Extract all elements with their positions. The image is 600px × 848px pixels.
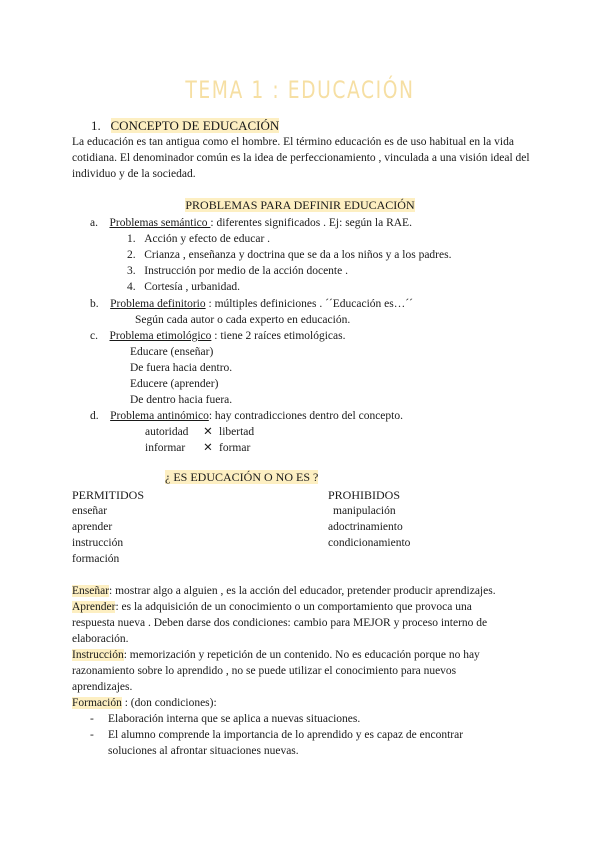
- definition-instruccion: [72, 647, 480, 663]
- permitidos-title: PERMITIDOS: [72, 488, 145, 502]
- antinomy-left: autoridad: [145, 426, 189, 438]
- problems-heading: [0, 198, 600, 213]
- prohibidos-title: PROHIBIDOS: [328, 488, 401, 502]
- term-ensenar: Enseñar: [72, 585, 110, 597]
- definition-text: : memorización y repetición de un contenido. No es educación porque no hay: [123, 649, 480, 661]
- list-item: [127, 247, 451, 263]
- problem-a: [90, 215, 412, 231]
- es-educacion-heading-text: ¿ ES EDUCACIÓN O NO ES ?: [165, 470, 319, 484]
- antinomy-pair: [145, 424, 254, 440]
- list-marker: b.: [90, 298, 99, 310]
- list-item: [127, 263, 348, 279]
- antinomy-pair: [145, 440, 250, 456]
- permitidos-item: aprender: [72, 521, 113, 533]
- problem-c-label: Problema etimológico: [109, 330, 212, 342]
- item-number: 3.: [127, 265, 136, 277]
- cross-icon: ✕: [203, 426, 213, 438]
- problem-a-text: : diferentes significados . Ej: según la RAE.: [210, 217, 412, 229]
- definition-line: aprendizajes.: [72, 681, 133, 693]
- list-item: [127, 279, 240, 295]
- item-text: Cortesía , urbanidad.: [144, 281, 241, 293]
- prohibidos-item: condicionamiento: [328, 537, 411, 549]
- item-number: 1.: [127, 233, 136, 245]
- antinomy-right: libertad: [219, 426, 255, 438]
- definition-line: respuesta nueva . Deben darse dos condiciones: cambio para MEJOR y proceso interno de: [72, 617, 488, 629]
- list-marker: c.: [90, 330, 98, 342]
- problem-b-label: Problema definitorio: [110, 298, 206, 310]
- section-1-paragraph: La educación es tan antigua como el hombre. El término educación es de uso habitual en la vida cotidiana. El denominador común es la idea de perfeccionamiento , vinculada a una visión ideal del individuo y de la sociedad.: [72, 136, 530, 180]
- etymology-line: De dentro hacia fuera.: [130, 394, 233, 406]
- definition-text: : mostrar algo a alguien , es la acción del educador, pretender producir aprendizajes.: [109, 585, 496, 597]
- section-1-heading: [91, 118, 279, 134]
- etymology-line: De fuera hacia dentro.: [130, 362, 233, 374]
- permitidos-item: instrucción: [72, 537, 124, 549]
- bullet-dash: -: [90, 713, 94, 725]
- definition-ensenar: [72, 583, 496, 599]
- term-instruccion: Instrucción: [72, 649, 124, 661]
- bullet-text: soluciones al afrontar situaciones nuevas.: [108, 745, 299, 757]
- etymology-line: Educare (enseñar): [130, 346, 214, 358]
- problem-b-text: : múltiples definiciones . ´´Educación es…´´: [205, 298, 413, 310]
- prohibidos-item: adoctrinamiento: [328, 521, 403, 533]
- problem-b: [90, 296, 413, 312]
- etymology-line: Educere (aprender): [130, 378, 219, 390]
- bullet-dash: -: [90, 729, 94, 741]
- term-formacion: Formación: [72, 697, 122, 709]
- definition-text: : es la adquisición de un conocimiento o un comportamiento que provoca una: [115, 601, 472, 613]
- section-number: 1.: [91, 118, 101, 133]
- item-text: Crianza , enseñanza y doctrina que se da a los niños y a los padres.: [144, 249, 452, 261]
- es-educacion-heading: [165, 469, 318, 485]
- definition-aprender: [72, 599, 472, 615]
- permitidos-item: enseñar: [72, 505, 108, 517]
- definition-line: elaboración.: [72, 633, 129, 645]
- bullet-text: Elaboración interna que se aplica a nuevas situaciones.: [108, 713, 361, 725]
- problem-d-label: Problema antinómico: [110, 410, 209, 422]
- antinomy-left: informar: [145, 442, 186, 454]
- permitidos-item: formación: [72, 553, 120, 565]
- bullet-text: El alumno comprende la importancia de lo aprendido y es capaz de encontrar: [108, 729, 464, 741]
- document-title: TEMA 1 : EDUCACIÓN: [185, 76, 415, 104]
- problems-heading-text: PROBLEMAS PARA DEFINIR EDUCACIÓN: [185, 198, 415, 212]
- prohibidos-item: manipulación: [333, 505, 396, 517]
- list-marker: a.: [90, 217, 98, 229]
- list-item: [127, 231, 270, 247]
- problem-a-label: Problemas semántico: [109, 217, 211, 229]
- problem-d-text: : hay contradicciones dentro del concepto.: [208, 410, 403, 422]
- problem-b-line2: Según cada autor o cada experto en educación.: [135, 314, 351, 326]
- item-text: Acción y efecto de educar .: [144, 233, 271, 245]
- problem-c: [90, 328, 346, 344]
- list-marker: d.: [90, 410, 99, 422]
- item-number: 2.: [127, 249, 136, 261]
- problem-d: [90, 408, 403, 424]
- item-text: Instrucción por medio de la acción docente .: [144, 265, 348, 277]
- problem-c-text: : tiene 2 raíces etimológicas.: [211, 330, 346, 342]
- cross-icon: ✕: [203, 442, 213, 454]
- definition-formacion: [72, 695, 217, 711]
- definition-line: razonamiento sobre lo aprendido , no se puede utilizar el conocimiento para nuevos: [72, 665, 457, 677]
- definition-text: : (don condiciones):: [121, 697, 217, 709]
- term-aprender: Aprender: [72, 601, 116, 613]
- antinomy-right: formar: [219, 442, 251, 454]
- item-number: 4.: [127, 281, 136, 293]
- section-title: CONCEPTO DE EDUCACIÓN: [110, 118, 280, 133]
